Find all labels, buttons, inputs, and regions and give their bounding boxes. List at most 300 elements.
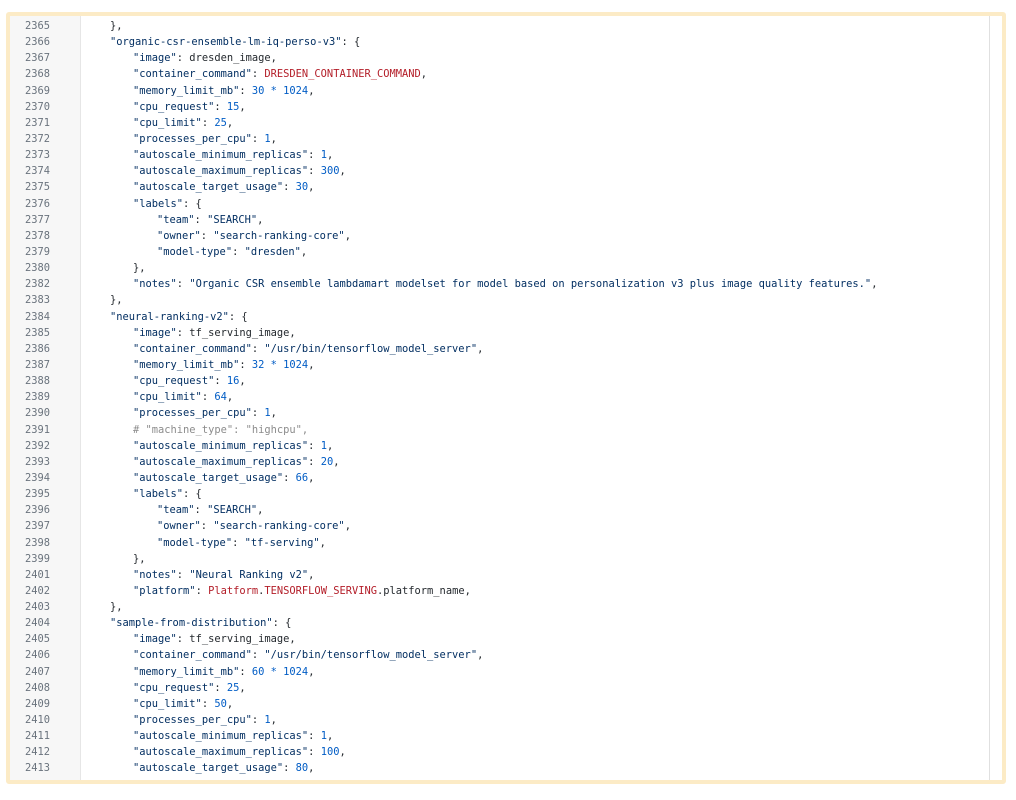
code-line [10,50,990,66]
code-token-plain: : [200,229,214,242]
line-code [80,405,277,421]
code-token-plain: , [308,762,315,775]
line-number: 2387 [24,358,50,371]
line-code [80,212,263,228]
line-code [80,647,483,663]
code-token-str: "sample-from-distribution" [110,617,273,630]
code-token-plain: : [283,762,296,775]
code-line [10,196,990,212]
code-token-str: "autoscale_maximum_replicas" [133,746,309,759]
vertical-scrollbar[interactable] [989,16,1002,780]
code-token-str: "dresden" [244,245,301,258]
code-line [10,34,990,50]
code-token-str: "autoscale_maximum_replicas" [133,165,309,178]
code-token-plain: }, [133,262,146,275]
line-number: 2390 [24,407,50,420]
code-token-plain: , [333,455,340,468]
code-token-str: "labels" [133,197,184,210]
code-token-plain: , [308,471,315,484]
code-token-num: 30 * 1024 [251,84,309,97]
line-code [80,728,333,744]
code-line [10,389,990,405]
code-line [10,131,990,147]
line-number: 2385 [24,326,50,339]
line-number: 2398 [24,536,50,549]
code-line [10,83,990,99]
code-token-str: "autoscale_minimum_replicas" [133,439,309,452]
line-code [80,292,123,308]
code-token-plain: , [326,730,334,743]
code-token-plain: : [251,407,265,420]
line-code [80,680,246,696]
code-token-plain: : [283,181,296,194]
code-line [10,115,990,131]
code-token-plain: : [251,714,265,727]
line-number: 2374 [24,165,50,178]
line-code [80,373,246,389]
code-token-str: "container_command" [133,68,252,81]
code-token-plain: }, [133,552,146,565]
code-token-plain: : [200,520,214,533]
code-token-str: "notes" [133,568,177,581]
code-token-plain: : [308,746,321,759]
line-number: 2405 [24,633,50,646]
code-token-str: "autoscale_minimum_replicas" [133,149,309,162]
line-number: 2370 [24,100,50,113]
line-number: 2380 [24,262,50,275]
code-token-str: "image" [133,326,177,339]
code-line [10,470,990,486]
code-token-plain: , [270,407,277,420]
line-number: 2393 [24,455,50,468]
line-number: 2366 [24,36,50,49]
line-number: 2388 [24,375,50,388]
code-line [10,309,990,325]
code-line [10,179,990,195]
code-token-num: 1 [320,730,327,743]
code-token-plain: . [258,584,265,597]
line-number: 2383 [24,294,50,307]
code-token-plain: : [201,391,215,404]
code-token-str: "cpu_request" [133,681,215,694]
code-token-plain: , [270,714,277,727]
code-token-str: "cpu_limit" [133,391,202,404]
code-line [10,147,990,163]
code-token-str: "memory_limit_mb" [133,358,240,371]
line-number: 2391 [24,423,50,436]
line-code [80,66,427,82]
code-token-plain: : [251,68,265,81]
code-line [10,325,990,341]
code-line [10,373,990,389]
code-line [10,18,990,34]
code-token-str: "autoscale_target_usage" [133,762,284,775]
code-line [10,228,990,244]
code-token-str: "SEARCH" [207,504,258,517]
code-token-num: 60 * 1024 [251,665,309,678]
code-token-plain: : [239,84,252,97]
code-token-str: "cpu_request" [133,375,215,388]
code-token-str: "image" [133,633,177,646]
code-token-str: "Organic CSR ensemble lambdamart modelset for model based on personalization v3 plus image quality features." [189,278,872,291]
code-token-plain: : [214,100,227,113]
line-code [80,163,346,179]
line-code [80,50,277,66]
line-code [80,244,307,260]
line-code [80,470,314,486]
code-token-plain: , [326,439,334,452]
code-token-plain: , [308,665,315,678]
code-line [10,292,990,308]
line-code [80,309,248,325]
line-code [80,712,277,728]
code-token-str: "SEARCH" [207,213,258,226]
code-token-str: "search-ranking-core" [213,520,345,533]
code-token-plain: : [308,730,321,743]
code-token-plain: : { [183,197,202,210]
code-token-plain: , [308,181,315,194]
code-token-plain: , [308,358,315,371]
code-token-plain: : [232,245,245,258]
code-token-num: 80 [295,762,309,775]
code-token-plain: }, [110,20,123,32]
code-token-num: 1 [320,439,327,452]
code-line [10,502,990,518]
code-token-plain: , [477,649,484,662]
code-token-plain: }, [110,601,123,614]
code-token-plain: : [283,471,296,484]
line-code [80,228,351,244]
code-line [10,615,990,631]
code-token-plain: : [194,213,208,226]
code-token-plain: : [251,132,265,145]
line-code [80,664,314,680]
line-number: 2404 [24,617,50,630]
code-token-str: "neural-ranking-v2" [110,310,229,323]
line-number: 2402 [24,584,50,597]
line-number: 2413 [24,762,50,775]
line-number: 2412 [24,746,50,759]
code-token-str: "notes" [133,278,177,291]
line-number: 2395 [24,488,50,501]
line-number: 2375 [24,181,50,194]
line-number: 2367 [24,52,50,65]
code-token-num: 300 [320,165,340,178]
line-code [80,744,346,760]
code-token-str: "cpu_limit" [133,697,202,710]
line-code [80,34,360,50]
code-token-plain: : [232,536,245,549]
code-token-num: 1 [264,132,271,145]
line-code [80,196,202,212]
code-token-plain: , [477,342,484,355]
code-token-plain: : [239,665,252,678]
code-token-num: 1 [264,714,271,727]
code-token-plain: : [201,697,215,710]
code-token-plain: , [344,229,351,242]
code-viewer-frame [6,12,1006,784]
line-number: 2392 [24,439,50,452]
code-token-plain: : [176,278,190,291]
line-number: 2401 [24,568,50,581]
line-number: 2368 [24,68,50,81]
code-line [10,422,990,438]
code-token-plain: , [257,504,264,517]
code-token-str: "container_command" [133,649,252,662]
code-line [10,712,990,728]
line-code [80,422,308,438]
code-token-str: "container_command" [133,342,252,355]
code-token-plain: , [270,132,277,145]
code-token-plain: , [871,278,878,291]
code-token-num: 25 [226,681,240,694]
line-code [80,341,483,357]
code-token-num: 1 [264,407,271,420]
line-code [80,599,123,615]
line-number: 2407 [24,665,50,678]
code-token-str: "autoscale_maximum_replicas" [133,455,309,468]
line-number: 2371 [24,116,50,129]
code-token-plain: : [251,649,265,662]
line-number: 2372 [24,132,50,145]
code-token-plain: : tf_serving_image, [176,633,296,646]
code-token-plain: : { [228,310,248,323]
line-code [80,615,291,631]
line-number: 2369 [24,84,50,97]
line-code [80,631,296,647]
line-code [80,438,333,454]
line-code [80,357,314,373]
line-code [80,18,123,34]
code-token-str: "model-type" [157,245,233,258]
code-token-plain: , [239,681,246,694]
line-code [80,147,333,163]
line-number: 2389 [24,391,50,404]
code-line [10,212,990,228]
code-token-plain: , [226,697,234,710]
code-token-plain: : [176,568,190,581]
code-token-plain: : [194,504,208,517]
code-token-plain: }, [110,294,123,307]
code-line [10,551,990,567]
code-token-plain: : dresden_image, [176,52,277,65]
line-code [80,486,202,502]
code-token-plain: , [226,116,234,129]
code-line [10,567,990,583]
code-token-str: "image" [133,52,177,65]
code-token-str: "processes_per_cpu" [133,714,252,727]
code-line [10,583,990,599]
code-token-str: "cpu_request" [133,100,215,113]
code-token-plain: : [239,358,252,371]
code-token-num: 1 [320,149,327,162]
code-token-num: 66 [295,471,309,484]
code-token-str: "memory_limit_mb" [133,665,240,678]
line-code [80,260,146,276]
code-token-num: 25 [214,116,227,129]
code-token-str: "search-ranking-core" [213,229,345,242]
line-code [80,502,263,518]
code-token-plain: : [308,149,321,162]
code-line [10,599,990,615]
code-token-plain: : [308,439,321,452]
code-token-num: 32 * 1024 [251,358,309,371]
line-code [80,99,246,115]
line-number: 2365 [24,20,50,32]
code-token-num: 30 [295,181,309,194]
code-token-plain: , [308,84,315,97]
line-number: 2377 [24,213,50,226]
code-line [10,664,990,680]
code-token-str: "organic-csr-ensemble-lm-iq-perso-v3" [110,36,342,49]
code-token-plain: , [308,568,315,581]
code-line [10,486,990,502]
line-number: 2406 [24,649,50,662]
line-code [80,131,277,147]
code-token-str: "owner" [157,520,201,533]
line-code [80,389,233,405]
line-code [80,551,146,567]
code-token-plain: , [239,375,246,388]
code-line [10,518,990,534]
code-token-str: "platform" [133,584,196,597]
code-line [10,696,990,712]
code-token-plain: : tf_serving_image, [176,326,296,339]
code-token-const: TENSORFLOW_SERVING [264,584,377,597]
code-token-const: DRESDEN_CONTAINER_COMMAND [264,68,421,81]
line-number: 2373 [24,149,50,162]
line-code [80,276,877,292]
code-token-str: "memory_limit_mb" [133,84,240,97]
line-number: 2394 [24,471,50,484]
line-number: 2408 [24,681,50,694]
code-token-plain: , [420,68,428,81]
code-token-plain: : { [272,617,292,630]
code-token-comment: # "machine_type": "highcpu", [133,423,309,436]
code-line [10,680,990,696]
code-token-plain: : { [341,36,361,49]
code-token-plain: , [326,149,334,162]
code-token-plain: : [308,455,321,468]
code-token-str: "cpu_limit" [133,116,202,129]
line-code [80,535,326,551]
code-token-plain: , [339,165,346,178]
code-token-num: 64 [214,391,227,404]
line-number: 2384 [24,310,50,323]
code-token-str: "team" [157,213,195,226]
line-code [80,583,471,599]
line-code [80,518,351,534]
code-token-str: "autoscale_target_usage" [133,181,284,194]
code-line [10,438,990,454]
code-line [10,647,990,663]
code-token-str: "tf-serving" [244,536,320,549]
code-line [10,728,990,744]
code-line [10,535,990,551]
code-token-str: "autoscale_target_usage" [133,471,284,484]
line-code [80,115,233,131]
code-line [10,631,990,647]
code-token-str: "/usr/bin/tensorflow_model_server" [264,649,478,662]
code-line [10,405,990,421]
line-number: 2403 [24,601,50,614]
code-token-const: Platform [208,584,259,597]
code-line [10,244,990,260]
code-token-plain: .platform_name, [377,584,471,597]
code-token-str: "model-type" [157,536,233,549]
code-line [10,760,990,776]
code-token-plain: : [195,584,209,597]
code-token-str: "team" [157,504,195,517]
code-token-str: "/usr/bin/tensorflow_model_server" [264,342,478,355]
code-line [10,99,990,115]
code-token-plain: , [239,100,246,113]
line-code [80,179,314,195]
code-token-str: "processes_per_cpu" [133,407,252,420]
line-number: 2409 [24,697,50,710]
line-code [80,567,314,583]
code-token-str: "owner" [157,229,201,242]
code-token-num: 50 [214,697,227,710]
code-line [10,357,990,373]
line-code [80,696,233,712]
code-token-plain: : [308,165,321,178]
code-token-num: 100 [320,746,340,759]
code-editor[interactable] [10,16,990,780]
line-number: 2382 [24,278,50,291]
code-token-plain: : [214,681,227,694]
code-token-num: 15 [226,100,240,113]
code-line [10,454,990,470]
code-line [10,744,990,760]
code-line [10,341,990,357]
code-token-plain: , [344,520,351,533]
code-token-plain: : [201,116,215,129]
code-token-plain: , [339,746,346,759]
line-code [80,454,339,470]
line-number: 2399 [24,552,50,565]
code-token-str: "processes_per_cpu" [133,132,252,145]
line-number: 2397 [24,520,50,533]
code-token-plain: , [257,213,264,226]
code-token-num: 20 [320,455,334,468]
line-number: 2376 [24,197,50,210]
code-token-plain: : { [183,488,202,501]
line-code [80,325,296,341]
code-line [10,163,990,179]
line-number: 2378 [24,229,50,242]
code-token-str: "labels" [133,488,184,501]
code-token-plain: : [251,342,265,355]
line-number: 2411 [24,730,50,743]
code-line [10,260,990,276]
code-token-str: "autoscale_minimum_replicas" [133,730,309,743]
code-token-plain: , [300,245,308,258]
line-code [80,83,314,99]
code-token-plain: , [319,536,326,549]
code-token-str: "Neural Ranking v2" [189,568,309,581]
line-code [80,760,314,776]
line-number: 2386 [24,342,50,355]
line-number: 2379 [24,245,50,258]
code-line [10,276,990,292]
line-number: 2410 [24,714,50,727]
code-token-plain: : [214,375,227,388]
code-line [10,66,990,82]
code-token-plain: , [226,391,234,404]
code-token-num: 16 [226,375,240,388]
code-lines [10,18,990,777]
